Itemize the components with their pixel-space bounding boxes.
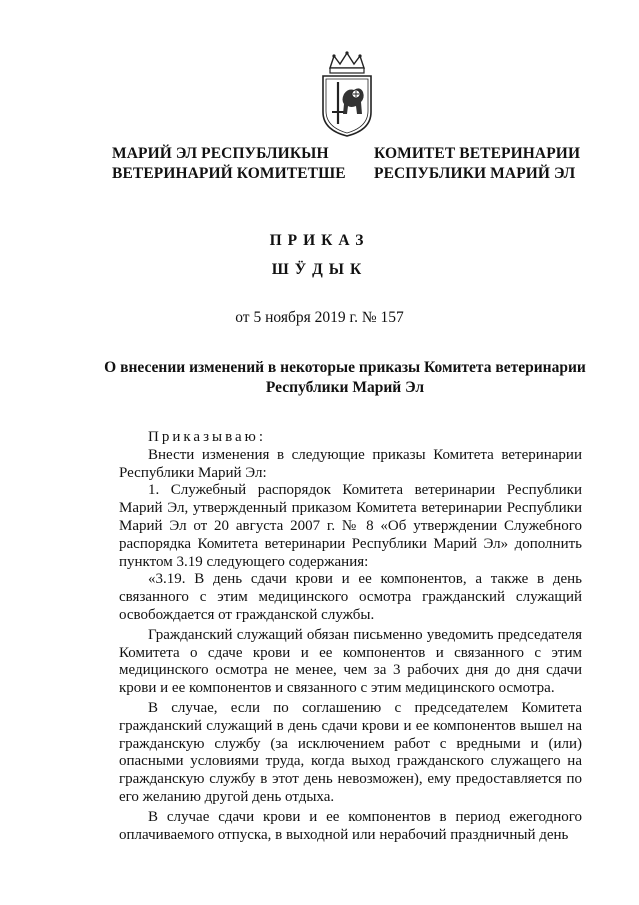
paragraph: В случае сдачи крови и ее компонентов в период ежегодного оплачиваемого отпуска, в выходной или нерабочий праздничный день — [119, 808, 582, 843]
header-right-russian — [374, 144, 580, 184]
document-title-ru: ПРИКАЗ — [269, 232, 370, 249]
document-title-mari: ШӰДЫК — [271, 261, 368, 278]
document-body — [119, 429, 582, 844]
header-left-line1: МАРИЙ ЭЛ РЕСПУБЛИКЫН — [112, 145, 329, 162]
order-subject: О внесении изменений в некоторые приказы Комитета ветеринарии Республики Марий Эл — [104, 359, 586, 396]
header-left-mari — [112, 144, 346, 184]
paragraph: Гражданский служащий обязан письменно уведомить председателя Комитета о сдаче крови и ее компонентов и связанного с этим медицинского осмотра не менее, чем за 3 рабочих дня до дня сдачи крови и ее компонентов и связанного с этим медицинского осмотра. — [119, 626, 582, 697]
paragraph-prikazyvayu: Приказываю: — [148, 429, 266, 445]
order-date-number: от 5 ноября 2019 г. № 157 — [235, 309, 404, 326]
paragraph: 1. Служебный распорядок Комитета ветеринарии Республики Марий Эл, утвержденный приказом Комитета ветеринарии Республики Марий Эл от 20 августа 2007 г. № 8 «Об утверждении Служебного распорядка Комитета ветеринарии Республики Марий Эл» дополнить пунктом 3.19 следующего содержания: — [119, 482, 582, 570]
header-left-line2: ВЕТЕРИНАРИЙ КОМИТЕТШЕ — [112, 165, 346, 182]
paragraph: «3.19. В день сдачи крови и ее компонентов, а также в день связанного с этим медицинского осмотра гражданский служащий освобождается от гражданской службы. — [119, 571, 582, 623]
paragraph: В случае, если по соглашению с председателем Комитета гражданский служащий в день сдачи крови и ее компонентов вышел на гражданскую службу (за исключением работ с вредными и (или) опасными условиями труда, когда выход гражданского служащего на гражданскую службу в этот день невозможен), ему предоставляется по его желанию другой день отдыха. — [119, 699, 582, 805]
header-right-line2: РЕСПУБЛИКИ МАРИЙ ЭЛ — [374, 165, 576, 182]
header-right-line1: КОМИТЕТ ВЕТЕРИНАРИИ — [374, 145, 581, 162]
paragraph: Внести изменения в следующие приказы Комитета ветеринарии Республики Марий Эл: — [119, 446, 582, 481]
coat-of-arms-icon — [316, 50, 378, 138]
